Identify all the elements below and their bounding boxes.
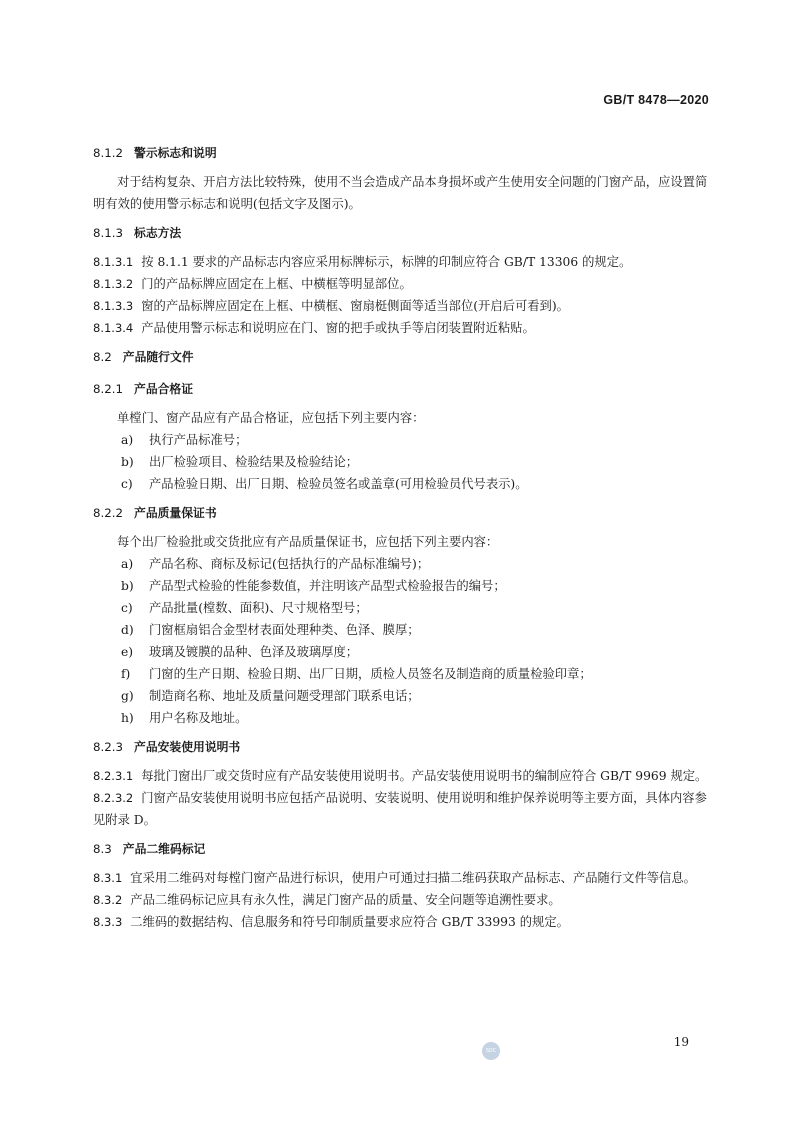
heading-8-2-3 (93, 733, 713, 761)
list-marker: a) (121, 557, 134, 571)
list-text: 产品名称、商标及标记(包括执行的产品标准编号)； (149, 557, 430, 571)
list-marker: b) (121, 579, 134, 593)
list-marker: h) (121, 711, 134, 725)
clause-8-1-3-1 (93, 251, 713, 273)
clause-text: 产品使用警示标志和说明应在门、窗的把手或执手等启闭装置附近粘贴。 (141, 321, 535, 335)
clause-number: 8.3.1 (93, 871, 123, 885)
list-item (93, 597, 713, 619)
heading-8-2-1 (93, 375, 713, 403)
heading-title: 产品随行文件 (122, 350, 194, 364)
list-marker: c) (121, 477, 133, 491)
paragraph-8-1-2: 对于结构复杂、开启方法比较特殊，使用不当会造成产品本身损坏或产生使用安全问题的门窗产品，应设置简明有效的使用警示标志和说明(包括文字及图示)。 (93, 175, 708, 211)
clause-8-2-3-1 (93, 765, 713, 787)
clause-number: 8.1.3.4 (93, 321, 134, 335)
clause-8-3-3 (93, 911, 713, 933)
list-item (93, 707, 713, 729)
list-item (93, 473, 713, 495)
list-text: 玻璃及镀膜的品种、色泽及玻璃厚度； (149, 645, 359, 659)
clause-text: 门窗产品安装使用说明书应包括产品说明、安装说明、使用说明和维护保养说明等主要方面，具体内容参见附录 D。 (93, 791, 707, 827)
heading-number: 8.1.3 (93, 226, 124, 240)
list-item (93, 641, 713, 663)
clause-8-3-2 (93, 889, 713, 911)
clause-number: 8.1.3.2 (93, 277, 134, 291)
clause-8-1-3-4 (93, 317, 713, 339)
clause-text: 每批门窗出厂或交货时应有产品安装使用说明书。产品安装使用说明书的编制应符合 GB/T 9969 规定。 (141, 769, 708, 783)
clause-number: 8.1.3.3 (93, 299, 134, 313)
heading-title: 标志方法 (134, 226, 182, 240)
clause-text: 宜采用二维码对每樘门窗产品进行标识，使用户可通过扫描二维码获取产品标志、产品随行文件等信息。 (130, 871, 696, 885)
paragraph-8-2-2: 每个出厂检验批或交货批应有产品质量保证书，应包括下列主要内容： (117, 535, 499, 549)
list-item (93, 685, 713, 707)
heading-title: 产品合格证 (134, 382, 194, 396)
list-marker: b) (121, 455, 134, 469)
clause-8-3-1 (93, 867, 713, 889)
clause-number: 8.1.3.1 (93, 255, 134, 269)
page-number: 19 (673, 1035, 689, 1049)
clause-number: 8.3.2 (93, 893, 123, 907)
list-item (93, 663, 713, 685)
heading-8-2-2 (93, 499, 713, 527)
clause-text: 二维码的数据结构、信息服务和符号印制质量要求应符合 GB/T 33993 的规定。 (130, 915, 569, 929)
list-text: 执行产品标准号； (149, 433, 248, 447)
list-item (93, 553, 713, 575)
heading-number: 8.2.2 (93, 506, 124, 520)
heading-number: 8.2.3 (93, 740, 124, 754)
list-item (93, 619, 713, 641)
heading-title: 警示标志和说明 (134, 146, 217, 160)
list-text: 用户名称及地址。 (149, 711, 248, 725)
list-text: 制造商名称、地址及质量问题受理部门联系电话； (149, 689, 420, 703)
list-item (93, 451, 713, 473)
clause-number: 8.3.3 (93, 915, 123, 929)
paragraph-8-2-1: 单樘门、窗产品应有产品合格证，应包括下列主要内容： (117, 411, 425, 425)
list-marker: e) (121, 645, 134, 659)
document-body (93, 139, 713, 933)
list-item (93, 429, 713, 451)
heading-8-2 (93, 343, 713, 371)
standard-code: GB/T 8478—2020 (603, 93, 709, 107)
list-text: 产品批量(樘数、面积)、尺寸规格型号； (149, 601, 368, 615)
heading-title: 产品二维码标记 (122, 842, 206, 856)
list-marker: c) (121, 601, 133, 615)
clause-number: 8.2.3.2 (93, 791, 134, 805)
list-text: 产品检验日期、出厂日期、检验员签名或盖章(可用检验员代号表示)。 (149, 477, 528, 491)
list-marker: a) (121, 433, 134, 447)
list-text: 产品型式检验的性能参数值，并注明该产品型式检验报告的编号； (149, 579, 506, 593)
heading-number: 8.3 (93, 842, 112, 856)
clause-text: 门的产品标牌应固定在上框、中横框等明显部位。 (141, 277, 412, 291)
list-marker: g) (121, 689, 134, 703)
list-marker: f) (121, 667, 131, 681)
clause-8-1-3-2 (93, 273, 713, 295)
heading-title: 产品质量保证书 (134, 506, 217, 520)
heading-number: 8.1.2 (93, 146, 124, 160)
clause-8-2-3-2 (93, 787, 713, 831)
heading-title: 产品安装使用说明书 (134, 740, 241, 754)
list-text: 门窗框扇铝合金型材表面处理种类、色泽、膜厚； (149, 623, 420, 637)
clause-text: 窗的产品标牌应固定在上框、中横框、窗扇梃侧面等适当部位(开启后可看到)。 (141, 299, 569, 313)
list-text: 出厂检验项目、检验结果及检验结论； (149, 455, 359, 469)
heading-8-1-2 (93, 139, 713, 167)
list-marker: d) (121, 623, 134, 637)
list-item (93, 575, 713, 597)
clause-8-1-3-3 (93, 295, 713, 317)
clause-number: 8.2.3.1 (93, 769, 134, 783)
heading-number: 8.2.1 (93, 382, 124, 396)
heading-8-1-3 (93, 219, 713, 247)
clause-text: 按 8.1.1 要求的产品标志内容应采用标牌标示，标牌的印制应符合 GB/T 13306 的规定。 (141, 255, 632, 269)
list-text: 门窗的生产日期、检验日期、出厂日期，质检人员签名及制造商的质量检验印章； (149, 667, 592, 681)
clause-text: 产品二维码标记应具有永久性，满足门窗产品的质量、安全问题等追溯性要求。 (130, 893, 561, 907)
watermark-logo: SDC (482, 1042, 500, 1060)
heading-number: 8.2 (93, 350, 112, 364)
heading-8-3 (93, 835, 713, 863)
